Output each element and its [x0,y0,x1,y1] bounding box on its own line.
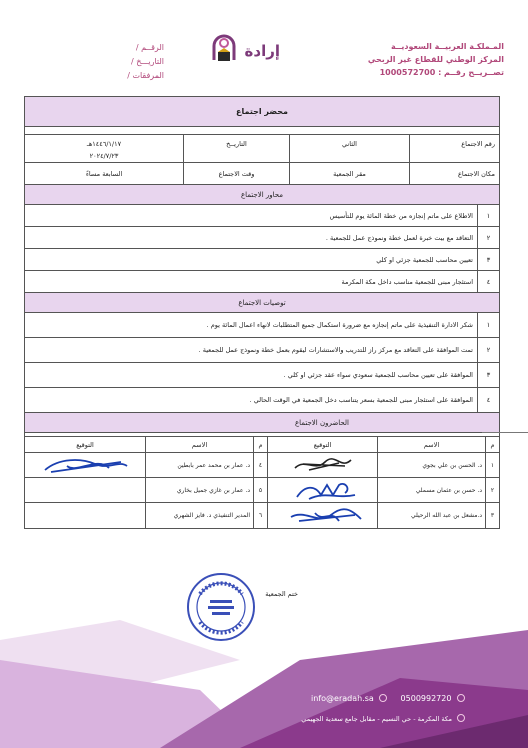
seal-label: ختم الجمعية [265,590,298,598]
center-line: المركز الوطني للقطاع غير الربحي [367,55,504,64]
meeting-number-label: رقم الاجتماع [409,135,499,162]
attendee-name: المدير التنفيذي د. فايز الشهري [145,503,253,528]
country-line: المـملكـة العربيــة السعوديــة [391,42,504,51]
item-number: ٣ [477,363,499,387]
agenda-heading: محاور الاجتماع [25,185,499,205]
item-text: تمت الموافقة على التعاقد مع مركز راز للتدريب والاستشارات ليقوم بعمل خطة ونموذج عمل للجمعية . [198,346,473,354]
header-signature: التوقيع [267,437,377,452]
signature-image [267,478,377,502]
letterhead [0,0,528,92]
item-number: ٣ [477,249,499,270]
attendee-name: د.مشعل بن عبد الله الرحيلي [377,503,485,528]
header-name: الاسم [377,437,485,452]
signature-image [25,453,145,477]
item-number: ٤ [477,388,499,412]
phone-number[interactable]: 0500992720 [400,694,452,703]
attendees-heading: الحاضرون الاجتماع [25,413,499,433]
item-number: ٢ [477,338,499,362]
footer-address [301,714,468,723]
eradah-logo [210,32,280,72]
header-name: الاسم [145,437,253,452]
time-value: السابعة مساءً [85,169,123,178]
table-row [25,478,499,503]
meta-row-number [25,135,499,163]
email-link[interactable]: info@eradah.sa [311,694,374,703]
item-text: الموافقة على تعيين محاسب للجمعية سعودي سواء عقد جزئي او كلي . [283,371,473,379]
meeting-number-value: الثاني [289,135,409,162]
recommendations-heading: توصيات الاجتماع [25,293,499,313]
attendee-name: د. الحسن بن علي بجوي [377,453,485,477]
time-label: وقت الاجتماع [183,163,289,184]
attendee-number: ٥ [253,478,267,502]
date-gregorian: ٢٠٢٤/٧/٢٣ [89,152,119,160]
footer-contact [311,694,468,703]
signature-image [267,453,377,477]
attendee-number: ٤ [253,453,267,477]
organization-info [344,40,504,79]
table-row [25,453,499,478]
header-num: م [485,437,499,452]
footer-decoration [0,620,528,748]
attendee-name: د. عمار بن غازي جميل بخاري [145,478,253,502]
attendee-name: د. عمار بن محمد عمر بابطين [145,453,253,477]
attendee-number: ٢ [485,478,499,502]
signature-image [25,503,145,528]
whatsapp-icon [457,694,465,702]
date-value [25,135,183,162]
attachments-label: المرفقات / [127,71,164,80]
list-item [25,271,499,293]
attendee-number: ١ [485,453,499,477]
header-num: م [253,437,267,452]
attendee-number: ٣ [485,503,499,528]
attendee-name: د. حسن بن عثمان مسملي [377,478,485,502]
minutes-table [24,96,500,529]
address-text: مكة المكرمة - حي النسيم - مقابل جامع سعدية الجهيمي [301,715,452,723]
table-row [25,503,499,528]
item-text: الموافقة على استئجار مبنى للجمعية بسعر يتناسب دخل الجمعية في الوقت الحالي . [249,396,473,404]
item-text: تعيين محاسب للجمعية جزئي او كلي [376,255,473,264]
list-item [25,249,499,271]
item-text: استئجار مبنى للجمعية مناسب داخل مكة المكرمة [341,277,473,286]
license-line: تصــريــح رقــم : 1000572700 [379,68,504,77]
header-signature: التوقيع [76,440,94,449]
item-number: ١ [477,313,499,337]
date-hijri: ١٤٤٦/١/١٧هـ [86,140,122,148]
margin-line [482,432,528,433]
meta-row-place [25,163,499,185]
list-item [25,205,499,227]
list-item [25,388,499,413]
list-item [25,363,499,388]
list-item [25,227,499,249]
list-item [25,313,499,338]
attendee-number: ٦ [253,503,267,528]
spacer [25,127,499,135]
email-icon [379,694,387,702]
reference-date-label: التاريـــخ / [130,57,164,66]
item-number: ٢ [477,227,499,248]
reference-fields [64,41,164,83]
logo-text: إرادة [244,42,280,60]
signature-image [267,503,377,528]
location-icon [457,714,465,722]
item-text: التعاقد مع بيت خبرة لعمل خطة ونموذج عمل للجمعية . [325,233,473,242]
item-number: ٤ [477,271,499,292]
list-item [25,338,499,363]
signature-image [25,478,145,502]
item-text: الاطلاع على ماتم إنجازه من خطة المائة يوم للتأسيس [329,211,473,220]
attendees-header-row [25,437,499,453]
item-text: شكر الادارة التنفيذية على ماتم إنجازه مع ضرورة استكمال جميع المتطلبات لانهاء اعمال المائة يوم . [206,321,473,329]
page-title: محضر اجتماع [25,97,499,127]
item-number: ١ [477,205,499,226]
reference-number-label: الرقــم / [135,43,164,52]
place-value: مقر الجمعية [289,163,409,184]
place-label: مكان الاجتماع [409,163,499,184]
date-label: التاريــخ [183,135,289,162]
